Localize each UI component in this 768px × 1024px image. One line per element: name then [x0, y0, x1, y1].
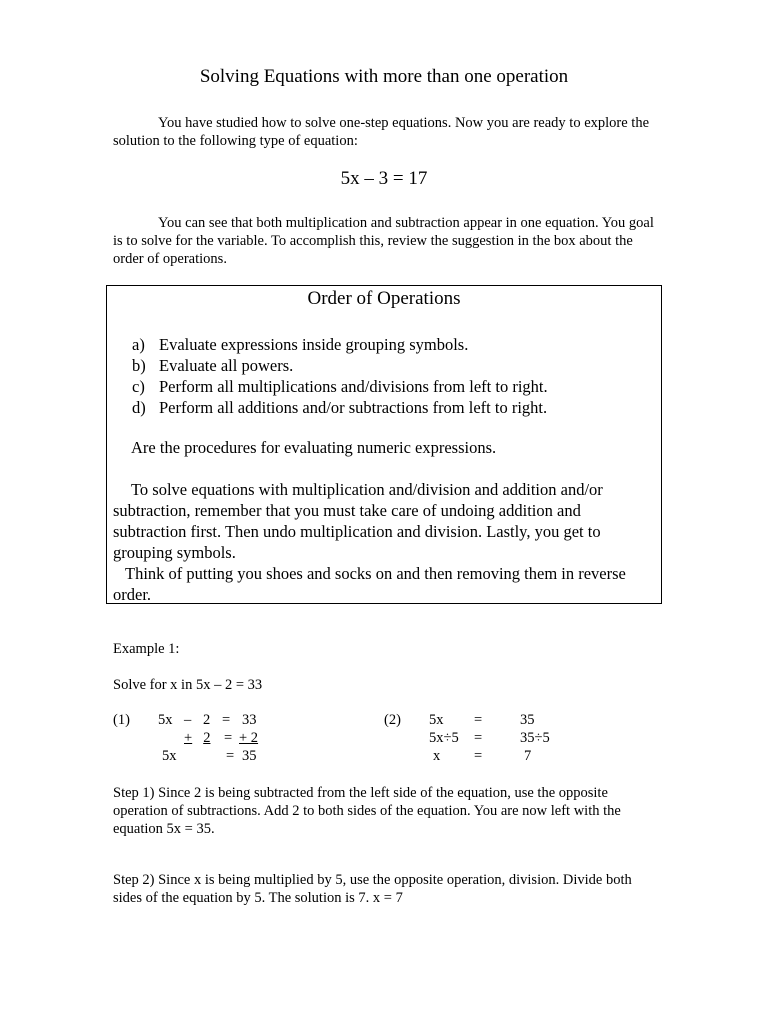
part1-row1-eq: =: [222, 712, 231, 728]
intro-paragraph: [113, 114, 658, 150]
step1-text: Step 1) Since 2 is being subtracted from the left side of the equation, use the opposite operation of subtractions. Add 2 to both sides of the equation. You are now left with the equation 5x = 35.: [113, 785, 621, 837]
example-equation: 5x – 3 = 17: [340, 168, 428, 189]
part1-row2-num: 2: [203, 730, 211, 746]
part2-row1-left: 5x: [429, 712, 444, 728]
list-marker: d): [132, 398, 146, 417]
part2-row1-eq: =: [474, 712, 483, 728]
page-title: Solving Equations with more than one operation: [199, 66, 569, 87]
intro-paragraph-text: You have studied how to solve one-step equations. Now you are ready to explore the solution to the following type of equation:: [113, 115, 650, 149]
step2-text: Step 2) Since x is being multiplied by 5, use the opposite operation, division. Divide both sides of the equation by 5. The solution is 7. x = 7: [113, 872, 632, 906]
part2-row1-right: 35: [520, 712, 535, 728]
part1-row1-op: –: [184, 712, 192, 728]
part1-row2-add: [184, 730, 212, 747]
list-item-text: Perform all multiplications and/divisions from left to right.: [159, 377, 548, 396]
part1-row3-left: 5x: [162, 748, 177, 764]
shoes-note: Think of putting you shoes and socks on and then removing them in reverse order.: [113, 564, 626, 604]
part2-row3-eq: =: [474, 748, 483, 764]
operations-list-item: [132, 397, 548, 418]
operations-list: [132, 334, 548, 418]
operations-list-item: [132, 334, 548, 355]
part1-row3-right: 35: [242, 748, 257, 764]
intro-paragraph-2-text: You can see that both multiplication and subtraction appear in one equation. You goal is to solve for the variable. To accomplish this, review the suggestion in the box about the order of operations.: [113, 215, 654, 267]
list-marker: b): [132, 356, 146, 375]
part2-row3-left: x: [433, 748, 441, 764]
part1-row1-right: 33: [242, 712, 257, 728]
operations-list-item: [132, 355, 548, 376]
order-of-operations-box: [106, 285, 662, 604]
list-item-text: Evaluate all powers.: [159, 356, 294, 375]
list-marker: a): [132, 335, 145, 354]
part1-row3-eq: =: [226, 748, 235, 764]
box-title: Order of Operations: [307, 288, 461, 309]
example-heading: Example 1:: [113, 641, 180, 657]
part2-row2-right: 35÷5: [520, 730, 550, 746]
part2-row2-eq: =: [474, 730, 483, 746]
solve-note: To solve equations with multiplication and/division and addition and/or subtraction, remember that you must take care of undoing addition and subtraction first. Then undo multiplication and division. Lastly, you get to grouping symbols.: [113, 480, 603, 562]
part1-row2-op: +: [184, 730, 193, 746]
list-marker: c): [132, 377, 145, 396]
part1-row2-right: + 2: [239, 730, 259, 746]
part1-label: (1): [113, 712, 130, 728]
intro-paragraph-2: [113, 214, 658, 268]
list-item-text: Perform all additions and/or subtractions from left to right.: [159, 398, 548, 417]
part1-row1-left: 5x: [158, 712, 173, 728]
operations-list-item: [132, 376, 548, 397]
part2-row2-left: 5x÷5: [429, 730, 459, 746]
part2-row3-right: 7: [524, 748, 532, 764]
procedures-text: Are the procedures for evaluating numeric expressions.: [131, 438, 497, 457]
part1-row2-eq: =: [224, 730, 233, 746]
part2-label: (2): [384, 712, 401, 728]
list-item-text: Evaluate expressions inside grouping symbols.: [159, 335, 469, 354]
example-prompt: Solve for x in 5x – 2 = 33: [113, 677, 263, 693]
part1-row1-num: 2: [203, 712, 211, 728]
